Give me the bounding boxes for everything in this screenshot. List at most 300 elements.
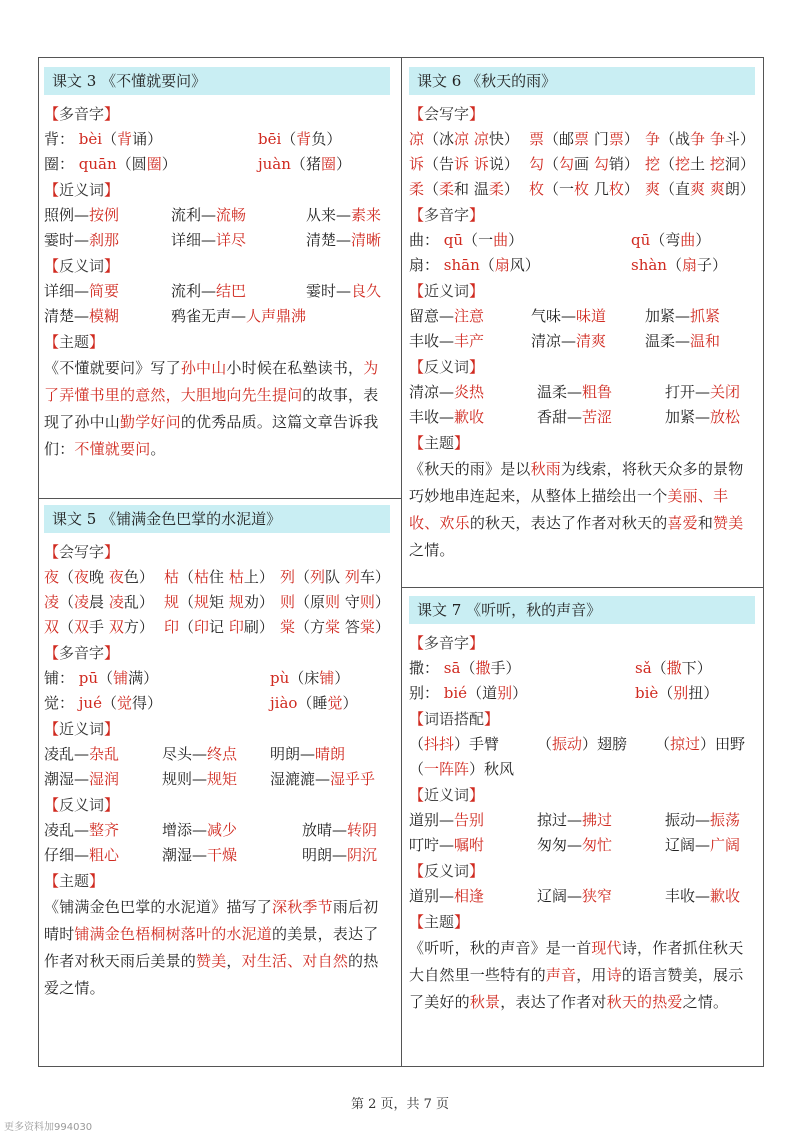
polyphone-row	[44, 127, 390, 152]
word-pair: 气味—味道	[531, 307, 607, 325]
theme-paragraph	[409, 456, 755, 564]
word: 留意	[409, 307, 440, 325]
polyphone-row	[409, 253, 755, 278]
write-char-item: 规（规矩 规劝）	[164, 593, 274, 611]
section-tag: 【会写字】	[44, 543, 120, 561]
pinyin: bèi	[74, 130, 103, 148]
word-pair: 掠过—拂过	[537, 811, 613, 829]
polyphone-char: 撒：	[409, 659, 440, 677]
write-char-item: 柔（柔和 温柔）	[409, 180, 519, 198]
body-text: 诗，作者抓住秋天大自然里一些特有的	[409, 939, 744, 984]
highlight-text: 赞美	[196, 952, 227, 970]
section-tag: 【反义词】	[44, 257, 120, 275]
write-char-item: 枚（一枚 几枚）	[529, 180, 639, 198]
highlight-text: 为了弄懂书里的意然，大胆地向先生提问	[44, 359, 379, 404]
word-pair-row	[44, 304, 390, 329]
lesson7-section	[409, 596, 755, 1016]
word: 丰收	[409, 332, 440, 350]
write-char: 枚	[529, 180, 545, 198]
word: 明朗	[270, 745, 301, 763]
example-word: 夜晚	[74, 568, 105, 586]
example-word: 双手	[74, 618, 105, 636]
write-char-item: 印（印记 印刷）	[164, 618, 274, 636]
paired-word: 刹那	[89, 231, 120, 249]
pinyin: juàn	[258, 155, 291, 173]
write-char: 列	[280, 568, 296, 586]
write-char: 勾	[529, 155, 545, 173]
section-tag: 【多音字】	[44, 644, 120, 662]
body-text: 《铺满金色巴掌的水泥道》描写了	[44, 898, 273, 916]
paired-word: 粗鲁	[582, 383, 613, 401]
example-word: 背负	[296, 130, 327, 148]
word: 道别	[409, 811, 440, 829]
word-pair-row	[44, 818, 390, 843]
body-text: 的美景，表达了作者对秋天雨后美景的	[44, 925, 379, 970]
write-char-item: 凉（冰凉 凉快）	[409, 130, 519, 148]
collocation-row	[409, 732, 755, 757]
example-word: 列车	[344, 568, 375, 586]
polyphone-row	[409, 681, 755, 706]
word-pair: 香甜—苦涩	[537, 408, 613, 426]
word-pair: 道别—相逢	[409, 887, 485, 905]
word: 霎时	[306, 282, 337, 300]
highlight-text: 喜爱	[667, 514, 698, 532]
word-pair: 流利—结巴	[171, 282, 247, 300]
write-char-item: 则（原则 守则）	[280, 593, 390, 611]
paired-word: 丰产	[454, 332, 485, 350]
example-word: 直爽	[675, 180, 706, 198]
word-pair: 叮咛—嘱咐	[409, 836, 485, 854]
example-word: 印记	[194, 618, 225, 636]
example-word: 扇风	[494, 256, 525, 274]
write-char: 规	[164, 593, 180, 611]
highlight-text: 秋景	[469, 993, 501, 1011]
body-text: 和	[697, 514, 714, 532]
example-word: 温柔	[473, 180, 504, 198]
word: 清楚	[44, 307, 75, 325]
word: 规则	[162, 770, 193, 788]
paired-word: 广阔	[710, 836, 741, 854]
write-char: 诉	[409, 155, 425, 173]
paired-word: 晴朗	[315, 745, 346, 763]
word-pair: 辽阔—狭窄	[537, 887, 613, 905]
word-pair-row	[44, 228, 390, 253]
paired-word: 相逢	[454, 887, 485, 905]
body-text: 《秋天的雨》是以	[409, 460, 531, 478]
write-char-item: 票（邮票 门票）	[529, 130, 639, 148]
body-text: ，用	[576, 966, 607, 984]
section-tag: 【多音字】	[409, 634, 485, 652]
write-char: 柔	[409, 180, 425, 198]
word: 清楚	[306, 231, 337, 249]
pinyin: biè	[635, 684, 659, 702]
paired-word: 流畅	[216, 206, 247, 224]
example-word: 扇子	[681, 256, 713, 274]
word: 详细	[44, 282, 75, 300]
example-word: 邮票	[559, 130, 590, 148]
write-char-row	[44, 590, 390, 615]
polyphone-left: 铺： pū（铺满）	[44, 669, 159, 687]
word-pair-row	[409, 329, 755, 354]
word: 清凉	[531, 332, 562, 350]
word: 打开	[665, 383, 696, 401]
lesson3-section	[44, 67, 390, 463]
body-text: 《听听，秋的声音》是一首	[409, 939, 592, 957]
paired-word: 歉收	[710, 887, 741, 905]
word: 放晴	[302, 821, 333, 839]
example-word: 夜色	[108, 568, 139, 586]
polyphone-row	[44, 152, 390, 177]
section-tag: 【反义词】	[409, 862, 485, 880]
write-char: 则	[280, 593, 296, 611]
write-char: 夜	[44, 568, 60, 586]
lesson-title: 课文 7 《听听，秋的声音》	[409, 596, 755, 624]
polyphone-right: shàn（扇子）	[631, 256, 728, 274]
word-pair: 凌乱—杂乱	[44, 745, 120, 763]
body-text: 之情。	[409, 541, 455, 559]
word: 匆匆	[537, 836, 568, 854]
write-char-row	[409, 177, 755, 202]
highlight-text: 现代	[591, 939, 622, 957]
collocation-item: （振动）翅膀	[537, 735, 628, 753]
word-pair: 仔细—粗心	[44, 846, 120, 864]
word-pair: 照例—按例	[44, 206, 120, 224]
example-word: 告诉	[439, 155, 470, 173]
section-tag: 【词语搭配】	[409, 710, 500, 728]
pinyin: bié	[439, 684, 468, 702]
word: 温柔	[645, 332, 676, 350]
word-pair: 丰收—丰产	[409, 332, 485, 350]
paired-word: 规矩	[207, 770, 238, 788]
page-footer: 第 2 页，共 7 页	[350, 1097, 450, 1112]
polyphone-right: sǎ（撒下）	[635, 659, 712, 677]
pinyin: qū	[439, 231, 464, 249]
highlight-text: 秋雨	[530, 460, 562, 478]
pinyin: jué	[74, 694, 102, 712]
paired-word: 炎热	[454, 383, 485, 401]
pinyin: jiào	[270, 694, 298, 712]
example-word: 背诵	[117, 130, 148, 148]
body-text: 。	[150, 440, 166, 458]
example-word: 床铺	[304, 669, 335, 687]
write-char-row	[44, 615, 390, 640]
collocation-target: 秋风	[484, 760, 515, 778]
example-word: 答棠	[344, 618, 375, 636]
highlight-text: 不懂就要问	[74, 440, 151, 458]
paired-word: 简要	[89, 282, 120, 300]
example-word: 印刷	[228, 618, 259, 636]
example-word: 一曲	[478, 231, 509, 249]
pinyin: sǎ	[635, 659, 652, 677]
word-pair: 明朗—晴朗	[270, 745, 346, 763]
polyphone-char: 扇：	[409, 256, 440, 274]
paired-word: 抓紧	[690, 307, 721, 325]
section-tag: 【主题】	[44, 872, 105, 890]
paired-word: 放松	[710, 408, 741, 426]
word-pair: 加紧—抓紧	[645, 307, 721, 325]
collocation-target: 田野	[715, 735, 746, 753]
paired-word: 清晰	[351, 231, 382, 249]
example-word: 挖洞	[709, 155, 740, 173]
word-pair: 增添—减少	[162, 821, 238, 839]
word: 详细	[171, 231, 202, 249]
paired-word: 味道	[576, 307, 607, 325]
example-word: 一枚	[559, 180, 590, 198]
word-pair-row	[409, 380, 755, 405]
example-word: 凉快	[473, 130, 504, 148]
write-char-item: 诉（告诉 诉说）	[409, 155, 519, 173]
collocation-word: 掠过	[670, 735, 701, 753]
polyphone-right: bēi（背负）	[258, 130, 342, 148]
paired-word: 转阴	[347, 821, 378, 839]
word-pair: 潮湿—干燥	[162, 846, 238, 864]
word: 丰收	[665, 887, 696, 905]
section-tag: 【近义词】	[409, 786, 485, 804]
paired-word: 拂过	[582, 811, 613, 829]
write-char-item: 棠（方棠 答棠）	[280, 618, 390, 636]
example-word: 柔和	[439, 180, 470, 198]
example-word: 挖土	[675, 155, 706, 173]
example-word: 弯曲	[665, 231, 696, 249]
section-tag: 【反义词】	[44, 796, 120, 814]
column-divider	[401, 57, 402, 1067]
polyphone-char: 圈：	[44, 155, 75, 173]
paired-word: 素来	[351, 206, 382, 224]
word-pair: 凌乱—整齐	[44, 821, 120, 839]
collocation-item: （掠过）田野	[655, 735, 746, 753]
example-word: 爽朗	[709, 180, 740, 198]
example-word: 规矩	[194, 593, 225, 611]
theme-paragraph	[409, 935, 755, 1016]
example-word: 凌晨	[74, 593, 105, 611]
polyphone-char: 铺：	[44, 669, 75, 687]
paired-word: 狭窄	[582, 887, 613, 905]
word-pair-row	[44, 767, 390, 792]
highlight-text: 对生活、对自然	[241, 952, 349, 970]
lesson-title: 课文 3 《不懂就要问》	[44, 67, 390, 95]
word-pair: 丰收—歉收	[409, 408, 485, 426]
word-pair: 规则—规矩	[162, 770, 238, 788]
body-text: 的秋天，表达了作者对秋天的	[469, 514, 668, 532]
word-pair-row	[409, 833, 755, 858]
word-pair: 明朗—阴沉	[302, 846, 378, 864]
write-char-item: 夜（夜晚 夜色）	[44, 568, 154, 586]
collocation-row	[409, 757, 755, 782]
polyphone-char: 曲：	[409, 231, 440, 249]
body-text: 之情。	[682, 993, 729, 1011]
polyphone-row	[44, 691, 390, 716]
example-word: 撒手	[475, 659, 506, 677]
section-tag: 【主题】	[409, 913, 470, 931]
polyphone-right: biè（别扭）	[635, 684, 719, 702]
word-pair: 温柔—粗鲁	[537, 383, 613, 401]
word-pair: 匆匆—匆忙	[537, 836, 613, 854]
example-word: 规劝	[228, 593, 259, 611]
write-char: 双	[44, 618, 60, 636]
example-word: 列队	[310, 568, 341, 586]
highlight-text: 诗	[606, 966, 622, 984]
write-char: 争	[645, 130, 661, 148]
example-word: 争斗	[709, 130, 740, 148]
pinyin: pù	[270, 669, 290, 687]
section-tag: 【多音字】	[44, 105, 120, 123]
example-word: 睡觉	[312, 694, 343, 712]
word-pair: 温柔—温和	[645, 332, 721, 350]
polyphone-left: 曲： qū（一曲）	[409, 231, 524, 249]
word: 掠过	[537, 811, 568, 829]
polyphone-right: jiào（睡觉）	[270, 694, 358, 712]
word-pair: 霎时—刹那	[44, 231, 120, 249]
write-char-row	[409, 152, 755, 177]
pinyin: shān	[439, 256, 480, 274]
word: 明朗	[302, 846, 333, 864]
body-text: 《不懂就要问》写了	[44, 359, 181, 377]
paired-word: 整齐	[89, 821, 120, 839]
paired-word: 湿乎乎	[330, 770, 376, 788]
word-pair-row	[409, 808, 755, 833]
example-word: 枯上	[228, 568, 259, 586]
word: 叮咛	[409, 836, 440, 854]
paired-word: 歉收	[454, 408, 485, 426]
paired-word: 干燥	[207, 846, 238, 864]
polyphone-left: 撒： sā（撒手）	[409, 659, 521, 677]
body-text: ，表达了作者对	[500, 993, 607, 1011]
word: 辽阔	[537, 887, 568, 905]
paired-word: 按例	[89, 206, 120, 224]
word: 霎时	[44, 231, 75, 249]
paired-word: 注意	[454, 307, 485, 325]
word-pair: 详细—详尽	[171, 231, 247, 249]
highlight-text: 声音	[545, 966, 577, 984]
polyphone-right: pù（床铺）	[270, 669, 350, 687]
section-tag: 【主题】	[409, 434, 470, 452]
word: 增添	[162, 821, 193, 839]
example-word: 双方	[108, 618, 139, 636]
word: 流利	[171, 206, 202, 224]
pinyin: pū	[74, 669, 99, 687]
word: 尽头	[162, 745, 193, 763]
paired-word: 温和	[690, 332, 721, 350]
word: 凌乱	[44, 745, 75, 763]
pinyin: bēi	[258, 130, 282, 148]
word-pair: 清凉—清爽	[531, 332, 607, 350]
word: 温柔	[537, 383, 568, 401]
section-tag: 【主题】	[44, 333, 105, 351]
word-pair: 道别—告别	[409, 811, 485, 829]
paired-word: 良久	[351, 282, 382, 300]
word: 流利	[171, 282, 202, 300]
example-word: 道别	[482, 684, 513, 702]
section-tag: 【反义词】	[409, 358, 485, 376]
body-text: 的热爱之情。	[44, 952, 379, 997]
example-word: 凌乱	[108, 593, 139, 611]
word-pair: 霎时—良久	[306, 282, 382, 300]
write-char-row	[409, 127, 755, 152]
example-word: 撒下	[666, 659, 697, 677]
word-pair: 潮湿—湿润	[44, 770, 120, 788]
paired-word: 关闭	[710, 383, 741, 401]
word-pair: 尽头—终点	[162, 745, 238, 763]
polyphone-left: 觉： jué（觉得）	[44, 694, 163, 712]
word: 道别	[409, 887, 440, 905]
word-pair: 清楚—模糊	[44, 307, 120, 325]
word-pair: 湿漉漉—湿乎乎	[270, 770, 376, 788]
section-tag: 【近义词】	[44, 181, 120, 199]
polyphone-right: qū（弯曲）	[631, 231, 711, 249]
theme-paragraph	[44, 894, 390, 1002]
example-word: 枯住	[194, 568, 225, 586]
body-text: 为线索，将秋天众多的景物巧妙地串连起来，从整体上描绘出一个	[409, 460, 744, 505]
word: 丰收	[409, 408, 440, 426]
paired-word: 湿润	[89, 770, 120, 788]
collocation-item: （抖抖）手臂	[409, 735, 500, 753]
section-tag: 【多音字】	[409, 206, 485, 224]
section-tag: 【近义词】	[409, 282, 485, 300]
example-word: 原则	[310, 593, 341, 611]
left-section-divider	[38, 498, 402, 499]
paired-word: 结巴	[216, 282, 247, 300]
body-text: 的优秀品质。这篇文章告诉我们：	[44, 413, 379, 458]
paired-word: 阴沉	[347, 846, 378, 864]
word-pair-row	[409, 304, 755, 329]
collocation-word: 一阵阵	[424, 760, 470, 778]
write-char: 挖	[645, 155, 661, 173]
polyphone-row	[44, 666, 390, 691]
highlight-text: 孙中山	[180, 359, 227, 377]
word-pair: 鸦雀无声—人声鼎沸	[171, 307, 307, 325]
body-text: 的故事，表现了孙中山	[44, 386, 379, 431]
paired-word: 匆忙	[582, 836, 613, 854]
word: 清凉	[409, 383, 440, 401]
example-word: 战争	[675, 130, 706, 148]
polyphone-char: 觉：	[44, 694, 75, 712]
write-char: 棠	[280, 618, 296, 636]
write-char-item: 挖（挖土 挖洞）	[645, 155, 755, 173]
polyphone-left: 圈： quān（圆圈）	[44, 155, 177, 173]
example-word: 铺满	[113, 669, 144, 687]
write-char-item: 凌（凌晨 凌乱）	[44, 593, 154, 611]
word-pair: 加紧—放松	[665, 408, 741, 426]
word: 仔细	[44, 846, 75, 864]
paired-word: 苦涩	[582, 408, 613, 426]
word-pair: 从来—素来	[306, 206, 382, 224]
word-pair: 放晴—转阴	[302, 821, 378, 839]
highlight-text: 秋天的热爱	[606, 993, 683, 1011]
example-word: 几枚	[593, 180, 624, 198]
highlight-text: 赞美	[713, 514, 744, 532]
word-pair-row	[44, 203, 390, 228]
write-char-item: 争（战争 争斗）	[645, 130, 755, 148]
word-pair: 丰收—歉收	[665, 887, 741, 905]
example-word: 别扭	[673, 684, 704, 702]
word-pair: 清凉—炎热	[409, 383, 485, 401]
example-word: 猪圈	[305, 155, 336, 173]
word-pair: 留意—注意	[409, 307, 485, 325]
paired-word: 人声鼎沸	[246, 307, 307, 325]
pinyin: sā	[439, 659, 461, 677]
word-pair-row	[44, 279, 390, 304]
highlight-text: 美丽、丰收、欢乐	[409, 487, 729, 532]
write-char-item: 爽（直爽 爽朗）	[645, 180, 755, 198]
write-char-row	[44, 565, 390, 590]
word-pair: 辽阔—广阔	[665, 836, 741, 854]
example-word: 诉说	[473, 155, 504, 173]
section-tag: 【会写字】	[409, 105, 485, 123]
write-char: 凉	[409, 130, 425, 148]
pinyin: quān	[74, 155, 117, 173]
word-pair-row	[409, 884, 755, 909]
word-pair: 打开—关闭	[665, 383, 741, 401]
